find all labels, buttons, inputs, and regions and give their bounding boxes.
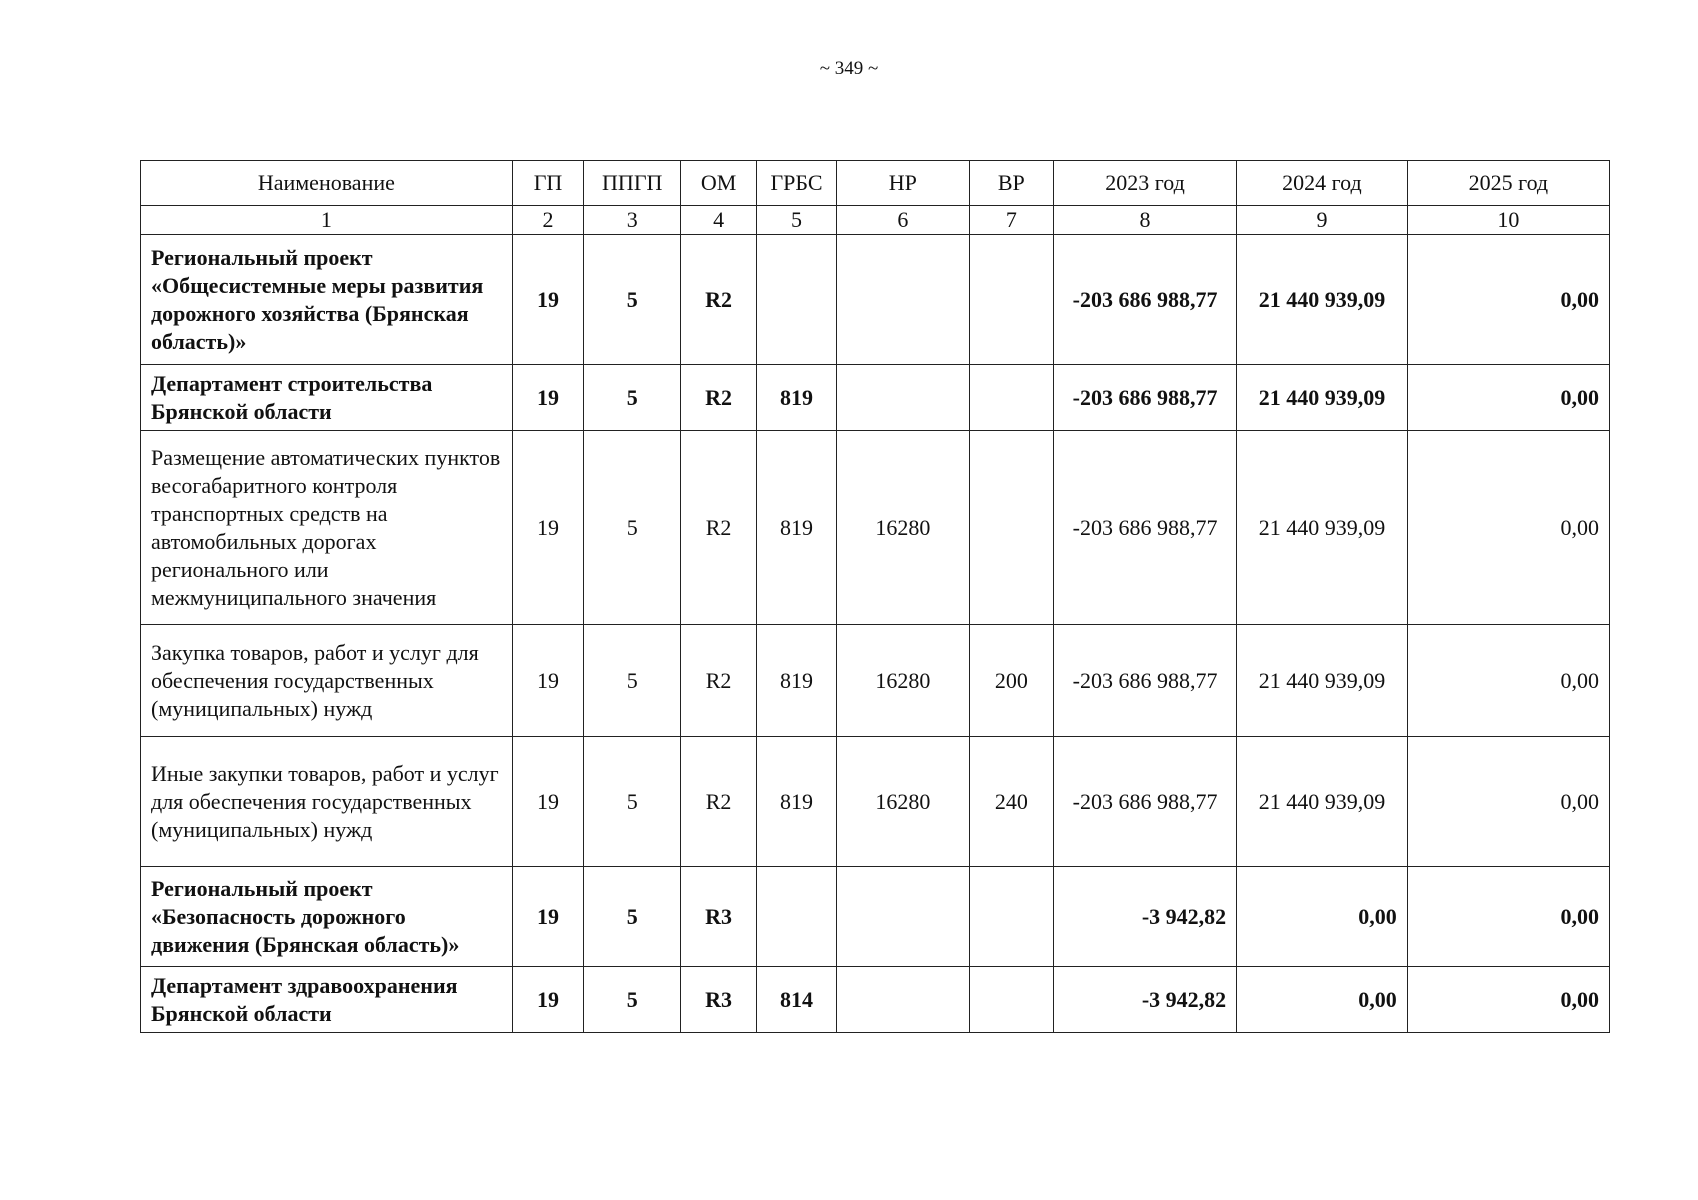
header-vr: ВР [969,161,1053,206]
header-gp: ГП [512,161,584,206]
row-gp: 19 [512,867,584,967]
row-nr: 16280 [837,431,970,625]
row-name: Региональный проект «Безопасность дорожного движения (Брянская область)» [141,867,513,967]
header-name: Наименование [141,161,513,206]
column-number: 10 [1407,206,1609,235]
row-name: Департамент строительства Брянской области [141,365,513,431]
header-grbs: ГРБС [757,161,837,206]
row-2023: -203 686 988,77 [1053,365,1236,431]
row-grbs: 819 [757,737,837,867]
table-row [141,235,1610,365]
row-gp: 19 [512,625,584,737]
row-gp: 19 [512,967,584,1033]
row-name: Иные закупки товаров, работ и услуг для обеспечения государственных (муниципальных) нужд [141,737,513,867]
column-number: 6 [837,206,970,235]
column-number: 2 [512,206,584,235]
row-ppgp: 5 [584,967,681,1033]
row-2023: -3 942,82 [1053,967,1236,1033]
row-name: Департамент здравоохранения Брянской области [141,967,513,1033]
row-2025: 0,00 [1407,737,1609,867]
row-grbs: 819 [757,625,837,737]
row-om: R2 [681,235,757,365]
header-om: ОМ [681,161,757,206]
row-gp: 19 [512,235,584,365]
row-nr [837,235,970,365]
row-2024: 0,00 [1237,967,1408,1033]
row-grbs: 814 [757,967,837,1033]
row-2025: 0,00 [1407,867,1609,967]
column-number: 1 [141,206,513,235]
row-nr: 16280 [837,737,970,867]
table-row [141,867,1610,967]
row-gp: 19 [512,737,584,867]
row-nr [837,967,970,1033]
row-2025: 0,00 [1407,431,1609,625]
row-om: R2 [681,365,757,431]
table-row [141,967,1610,1033]
row-gp: 19 [512,431,584,625]
table-row [141,625,1610,737]
row-2023: -3 942,82 [1053,867,1236,967]
row-vr: 200 [969,625,1053,737]
column-number: 5 [757,206,837,235]
row-2024: 21 440 939,09 [1237,625,1408,737]
row-2024: 21 440 939,09 [1237,737,1408,867]
row-2025: 0,00 [1407,625,1609,737]
row-2025: 0,00 [1407,235,1609,365]
row-name: Закупка товаров, работ и услуг для обеспечения государственных (муниципальных) нужд [141,625,513,737]
table-row [141,737,1610,867]
row-ppgp: 5 [584,365,681,431]
row-2025: 0,00 [1407,967,1609,1033]
row-2024: 21 440 939,09 [1237,235,1408,365]
row-ppgp: 5 [584,867,681,967]
row-grbs: 819 [757,365,837,431]
row-nr: 16280 [837,625,970,737]
row-nr [837,365,970,431]
row-2023: -203 686 988,77 [1053,431,1236,625]
row-grbs: 819 [757,431,837,625]
row-2023: -203 686 988,77 [1053,737,1236,867]
row-name: Размещение автоматических пунктов весогабаритного контроля транспортных средств на автомобильных дорогах регионального или межмуниципального значения [141,431,513,625]
row-vr [969,967,1053,1033]
row-vr [969,235,1053,365]
row-om: R3 [681,967,757,1033]
header-2024: 2024 год [1237,161,1408,206]
column-number-row [141,206,1610,235]
row-2023: -203 686 988,77 [1053,235,1236,365]
header-nr: НР [837,161,970,206]
row-vr [969,867,1053,967]
row-ppgp: 5 [584,431,681,625]
page-number: ~ 349 ~ [819,58,879,79]
row-2024: 21 440 939,09 [1237,365,1408,431]
row-gp: 19 [512,365,584,431]
table-row [141,365,1610,431]
budget-table [140,160,1610,1033]
column-number: 9 [1237,206,1408,235]
row-grbs [757,867,837,967]
row-ppgp: 5 [584,737,681,867]
column-number: 3 [584,206,681,235]
row-vr [969,431,1053,625]
header-2023: 2023 год [1053,161,1236,206]
row-vr: 240 [969,737,1053,867]
row-2024: 21 440 939,09 [1237,431,1408,625]
row-grbs [757,235,837,365]
row-vr [969,365,1053,431]
row-om: R2 [681,431,757,625]
header-ppgp: ППГП [584,161,681,206]
row-om: R3 [681,867,757,967]
header-2025: 2025 год [1407,161,1609,206]
row-nr [837,867,970,967]
row-om: R2 [681,625,757,737]
row-2025: 0,00 [1407,365,1609,431]
column-number: 8 [1053,206,1236,235]
row-name: Региональный проект «Общесистемные меры развития дорожного хозяйства (Брянская область)» [141,235,513,365]
row-ppgp: 5 [584,625,681,737]
row-2023: -203 686 988,77 [1053,625,1236,737]
header-row [141,161,1610,206]
column-number: 7 [969,206,1053,235]
row-2024: 0,00 [1237,867,1408,967]
row-om: R2 [681,737,757,867]
column-number: 4 [681,206,757,235]
row-ppgp: 5 [584,235,681,365]
table-row [141,431,1610,625]
